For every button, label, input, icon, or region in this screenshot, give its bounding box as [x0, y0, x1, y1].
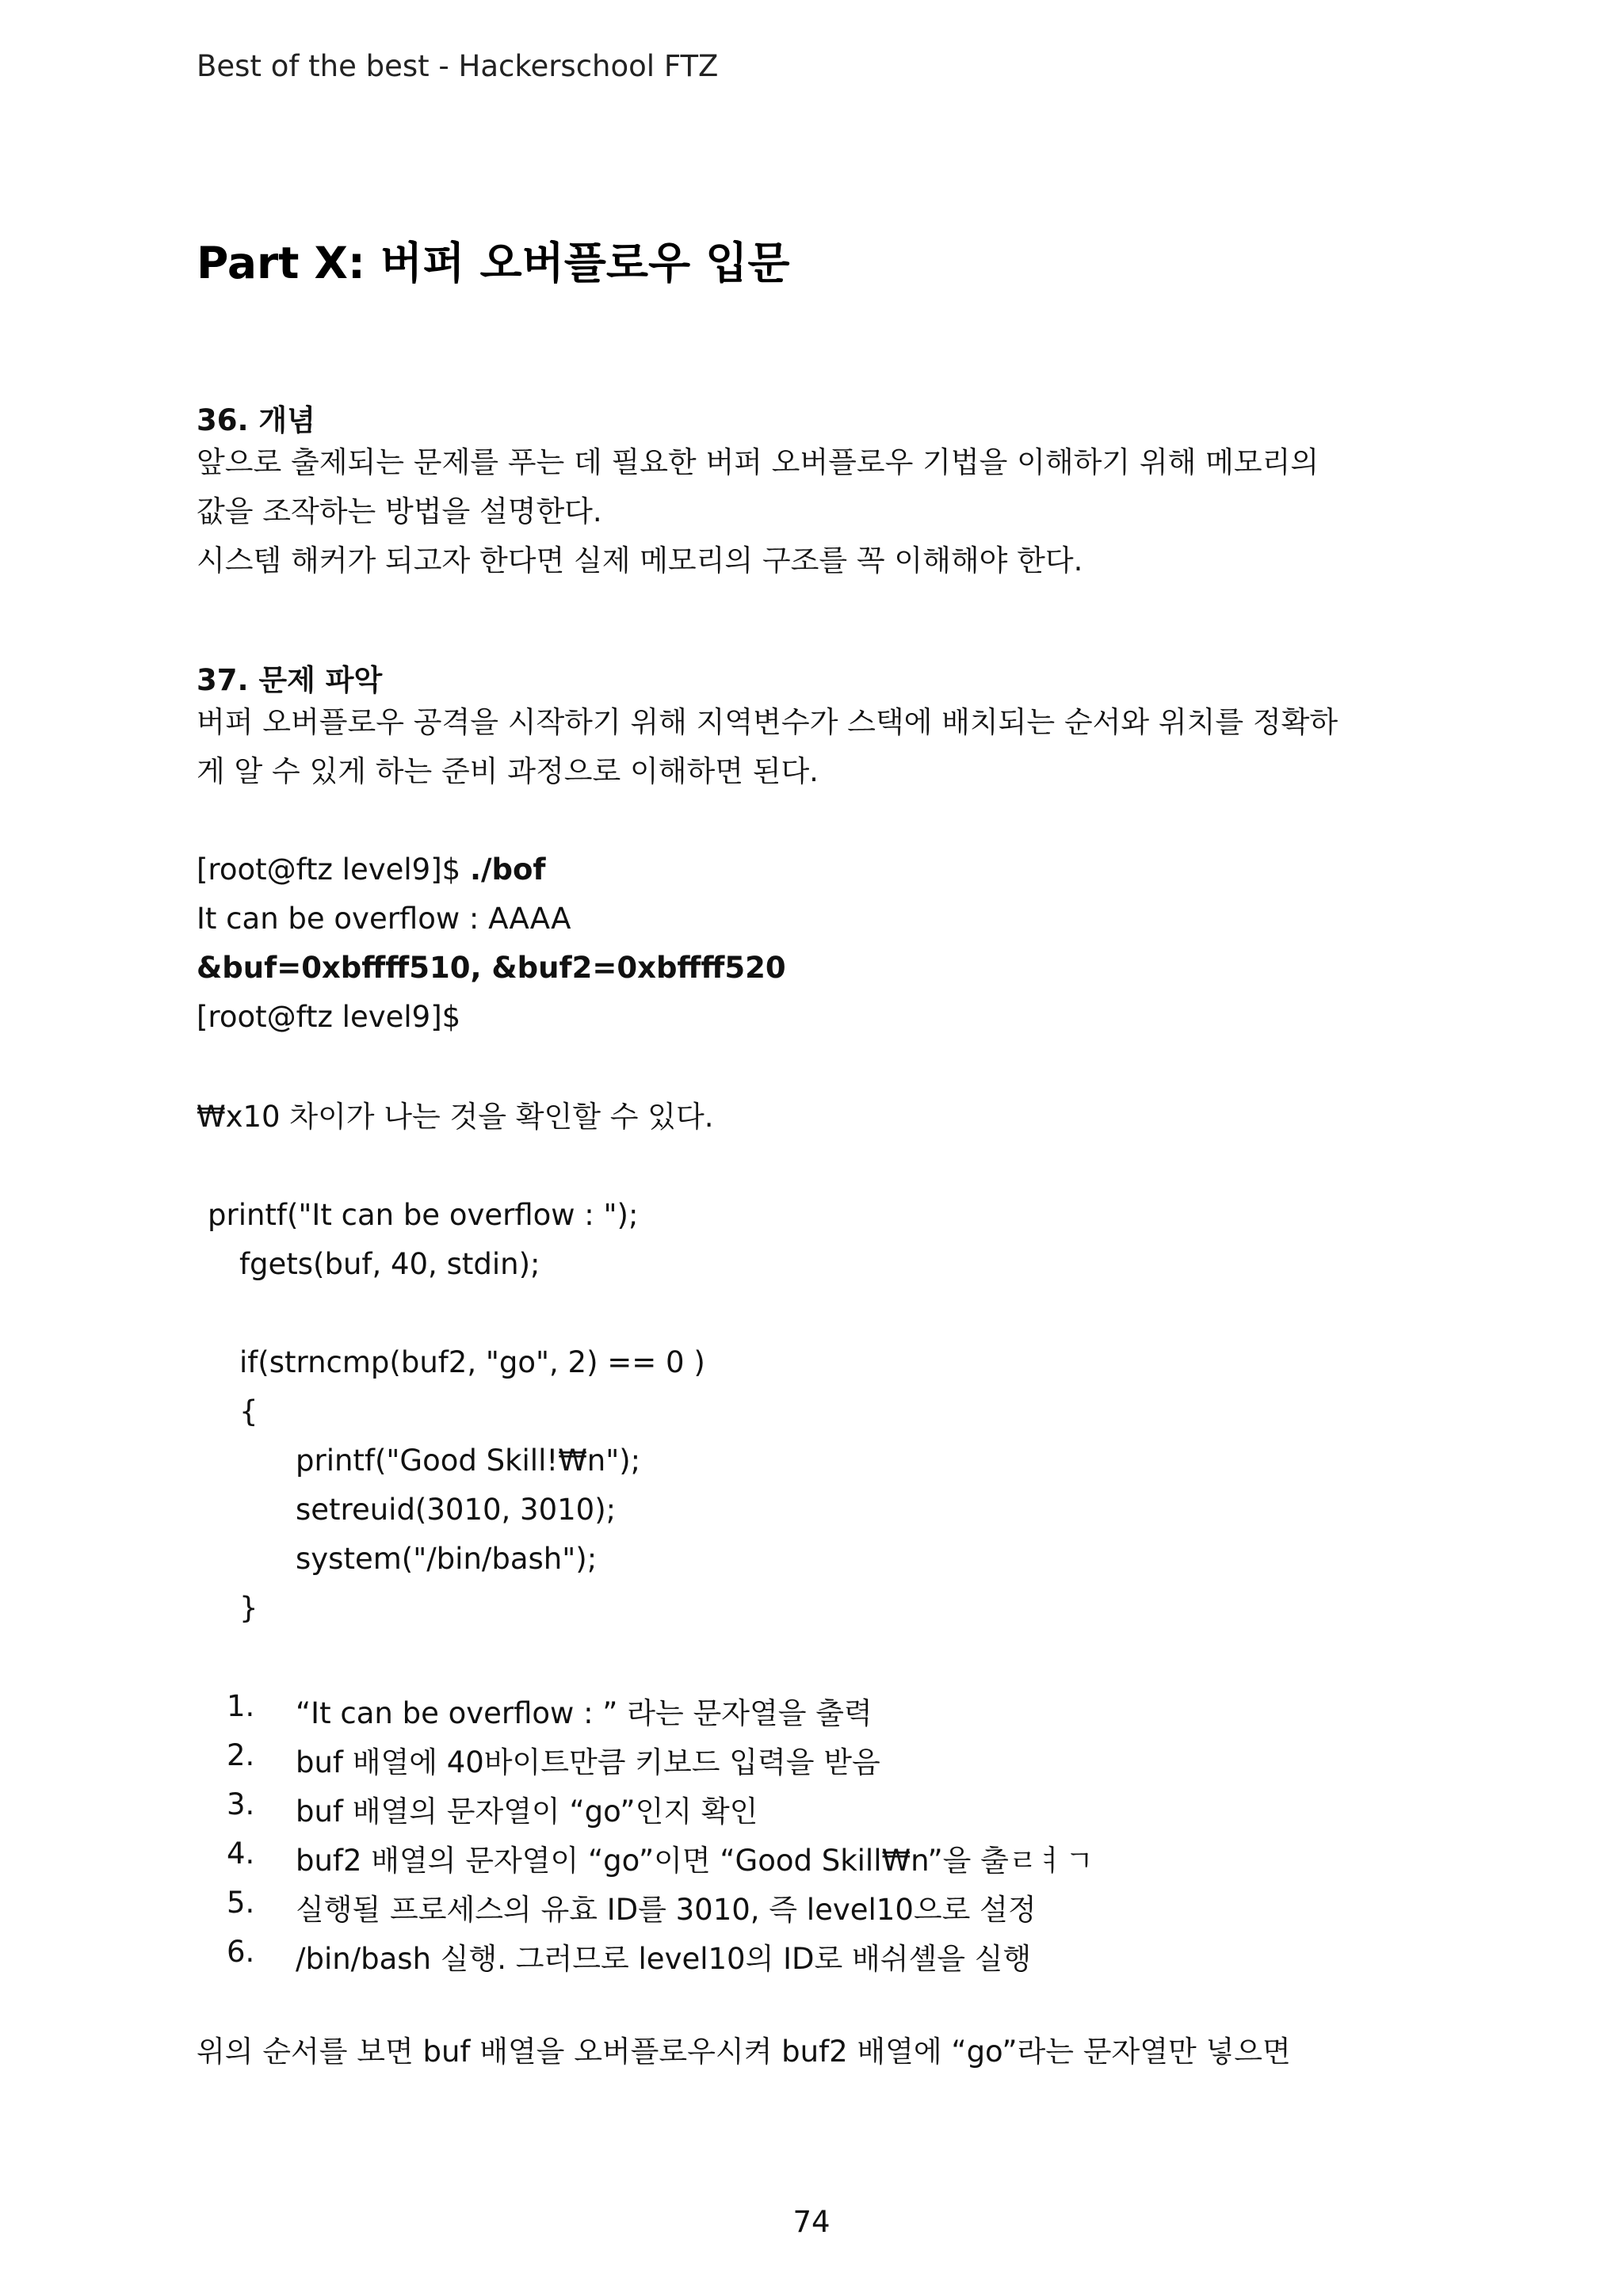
list-item-number: 3.: [227, 1787, 255, 1821]
terminal-output: It can be overflow : AAAA: [197, 902, 571, 936]
code-line: if(strncmp(buf2, "go", 2) == 0 ): [239, 1345, 705, 1379]
closing-paragraph: 위의 순서를 보면 buf 배열을 오버플로우시켜 buf2 배열에 “go”라는 문자열만 넣으면: [197, 2035, 1291, 2069]
part-title: Part X: 버퍼 오버플로우 입문: [197, 238, 790, 288]
paragraph-line: 시스템 해커가 되고자 한다면 실제 메모리의 구조를 꼭 이해해야 한다.: [197, 543, 1083, 578]
list-item: “It can be overflow : ” 라는 문자열을 출력: [296, 1696, 873, 1730]
terminal-line: [197, 852, 546, 887]
list-item: 실행될 프로세스의 유효 ID를 3010, 즉 level10으로 설정: [296, 1893, 1037, 1927]
code-line: setreuid(3010, 3010);: [296, 1493, 617, 1527]
paragraph-line: 값을 조작하는 방법을 설명한다.: [197, 494, 602, 528]
terminal-prompt: [root@ftz level9]$: [197, 852, 470, 887]
code-line: }: [239, 1591, 258, 1625]
list-item: /bin/bash 실행. 그러므로 level10의 ID로 배쉬셸을 실행: [296, 1942, 1032, 1976]
paragraph-line: 앞으로 출제되는 문제를 푸는 데 필요한 버퍼 오버플로우 기법을 이해하기 위해 메모리의: [197, 445, 1319, 479]
list-item-number: 2.: [227, 1738, 255, 1772]
running-header: Best of the best - Hackerschool FTZ: [197, 49, 719, 83]
list-item: buf2 배열의 문자열이 “go”이면 “Good Skill₩n”을 출ㄹㅕㄱ: [296, 1844, 1094, 1878]
code-line: fgets(buf, 40, stdin);: [239, 1247, 540, 1281]
code-line: {: [239, 1394, 258, 1428]
code-line: system("/bin/bash");: [296, 1542, 598, 1576]
list-item-number: 4.: [227, 1836, 255, 1871]
section-heading-37: 37. 문제 파악: [197, 663, 383, 697]
list-item: buf 배열에 40바이트만큼 키보드 입력을 받음: [296, 1745, 880, 1779]
list-item-number: 1.: [227, 1689, 255, 1723]
list-item-number: 5.: [227, 1886, 255, 1920]
paragraph-line: 버퍼 오버플로우 공격을 시작하기 위해 지역변수가 스택에 배치되는 순서와 위치를 정확하: [197, 705, 1338, 739]
list-item-number: 6.: [227, 1935, 255, 1969]
code-line: printf("Good Skill!₩n");: [296, 1444, 641, 1478]
terminal-prompt-end: [root@ftz level9]$: [197, 1000, 461, 1034]
section-heading-36: 36. 개념: [197, 403, 315, 437]
list-item: buf 배열의 문자열이 “go”인지 확인: [296, 1794, 758, 1829]
diff-note: ₩x10 차이가 나는 것을 확인할 수 있다.: [197, 1100, 714, 1134]
terminal-output-addresses: &buf=0xbffff510, &buf2=0xbffff520: [197, 951, 786, 985]
paragraph-line: 게 알 수 있게 하는 준비 과정으로 이해하면 된다.: [197, 754, 819, 788]
code-line: printf("It can be overflow : ");: [208, 1198, 639, 1232]
page-number: 74: [792, 2205, 831, 2239]
terminal-command: ./bof: [469, 852, 546, 887]
